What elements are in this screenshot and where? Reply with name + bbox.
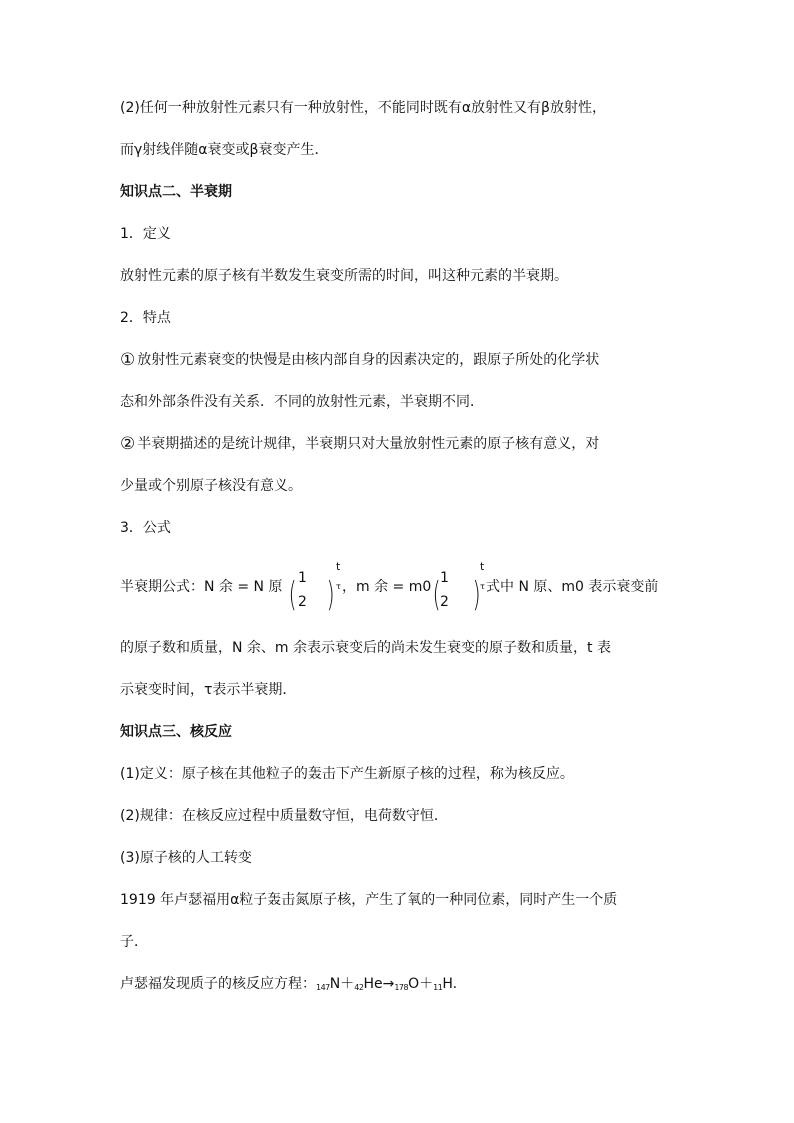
equation-label: 卢瑟福发现质子的核反应方程： — [120, 976, 316, 992]
nuclear-equation-line — [120, 974, 457, 998]
half-life-formula — [120, 556, 680, 620]
formula-text-n: 半衰期公式：N 余 = N 原 — [120, 579, 283, 595]
section-heading-half-life: 知识点二、半衰期 — [120, 184, 232, 200]
right-paren-1: ) — [326, 575, 335, 615]
feature-1-line-1: ① 放射性元素衰变的快慢是由核内部自身的因素决定的，跟原子所处的化学状 — [120, 349, 600, 370]
nitrogen-index: 147 — [316, 983, 330, 992]
helium-symbol: He→ — [363, 976, 395, 992]
nitrogen-symbol: N＋ — [329, 976, 355, 992]
feature-2-line-1: ② 半衰期描述的是统计规律，半衰期只对大量放射性元素的原子核有意义，对 — [120, 433, 600, 454]
circled-number-2: ② — [120, 433, 136, 454]
exponent-tau-1: τ — [336, 582, 341, 591]
right-paren-2: ) — [472, 575, 481, 615]
paragraph-formula-explanation-1: 的原子数和质量，N 余、m 余表示衰变后的尚未发生衰变的原子数和质量，t 表 — [120, 640, 611, 656]
circled-number-1: ① — [120, 349, 136, 370]
formula-text-m: ，m 余 = m0 — [342, 579, 432, 595]
paragraph-rutherford-2: 子． — [120, 934, 148, 950]
hydrogen-index: 11 — [433, 983, 443, 992]
exponent-t-1: t — [336, 560, 341, 573]
left-paren-2: ( — [432, 575, 441, 615]
paragraph-reaction-definition: (1)定义：原子核在其他粒子的轰击下产生新原子核的过程，称为核反应。 — [120, 766, 574, 782]
fraction-denominator-2: 2 — [440, 594, 449, 610]
subheading-features: 2．特点 — [120, 310, 171, 326]
feature-1-line-2: 态和外部条件没有关系．不同的放射性元素，半衰期不同． — [120, 394, 484, 410]
exponent-tau-2: τ — [480, 582, 485, 591]
oxygen-symbol: O＋ — [408, 976, 434, 992]
helium-index: 42 — [354, 983, 364, 992]
section-heading-nuclear-reaction: 知识点三、核反应 — [120, 724, 232, 740]
fraction-denominator-1: 2 — [298, 594, 307, 610]
paragraph-formula-explanation-2: 示衰变时间，τ表示半衰期． — [120, 682, 297, 698]
exponent-t-2: t — [480, 560, 485, 573]
oxygen-index: 178 — [394, 983, 409, 992]
formula-text-explanation: 式中 N 原、m0 表示衰变前 — [486, 579, 659, 595]
left-paren-1: ( — [288, 575, 297, 615]
feature-2-line-2: 少量或个别原子核没有意义。 — [120, 478, 302, 494]
fraction-numerator-2: 1 — [440, 570, 449, 586]
paragraph-artificial-transmutation: (3)原子核的人工转变 — [120, 850, 252, 866]
hydrogen-symbol: H. — [442, 976, 458, 992]
paragraph-reaction-rule: (2)规律：在核反应过程中质量数守恒，电荷数守恒． — [120, 808, 448, 824]
paragraph-radioactivity-rule: (2)任何一种放射性元素只有一种放射性，不能同时既有α放射性又有β放射性， — [120, 100, 606, 116]
subheading-definition: 1．定义 — [120, 226, 171, 242]
paragraph-gamma-ray: 而γ射线伴随α衰变或β衰变产生． — [120, 142, 329, 158]
paragraph-half-life-definition: 放射性元素的原子核有半数发生衰变所需的时间，叫这种元素的半衰期。 — [120, 268, 568, 284]
fraction-numerator-1: 1 — [298, 570, 307, 586]
paragraph-rutherford-1: 1919 年卢瑟福用α粒子轰击氮原子核，产生了氧的一种同位素，同时产生一个质 — [120, 892, 618, 908]
subheading-formula: 3．公式 — [120, 520, 171, 536]
